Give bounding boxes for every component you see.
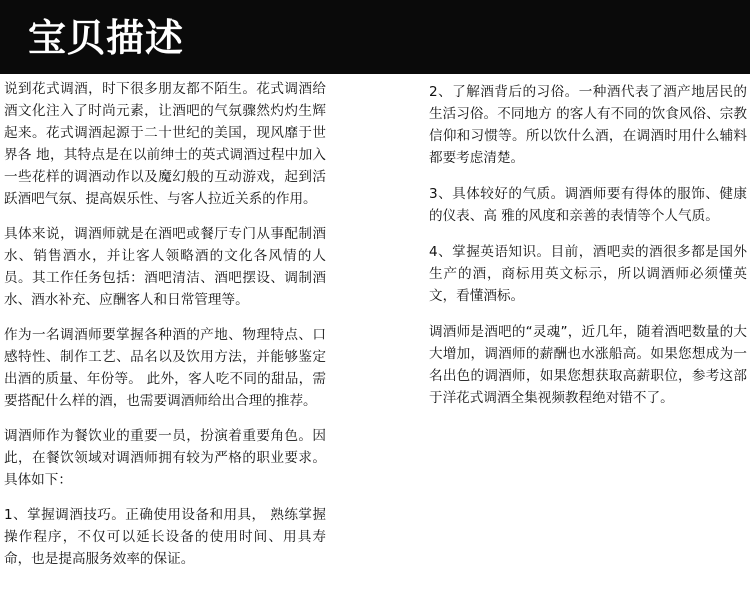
paragraph: 说到花式调酒，时下很多朋友都不陌生。花式调酒给酒文化注入了时尚元素，让酒吧的气氛骤然灼灼生辉起来。花式调酒起源于二十世纪的美国，现风靡于世界各 地，其特点是在以前绅士的英式调酒过程中加入一些花样的调酒动作以及魔幻般的互动游戏，起到活跃酒吧气氛、提高娱乐性、与客人拉近关系的作用。	[4, 81, 326, 207]
paragraph: 2、了解酒背后的习俗。一种酒代表了酒产地居民的生活习俗。不同地方 的客人有不同的饮食风俗、宗教信仰和习惯等。所以饮什么酒，在调酒时用什么辅料都要考虑清楚。	[429, 84, 747, 166]
header-banner	[0, 0, 750, 74]
paragraph: 具体来说，调酒师就是在酒吧或餐厅专门从事配制酒水、销售酒水，并让客人领略酒的文化各风情的人员。其工作任务包括：酒吧清洁、酒吧摆设、调制酒水、酒水补充、应酬客人和日常管理等。	[4, 226, 326, 308]
paragraph: 调酒师作为餐饮业的重要一员，扮演着重要角色。因此，在餐饮领域对调酒师拥有较为严格的职业要求。具体如下：	[4, 428, 326, 488]
paragraph: 4、掌握英语知识。目前，酒吧卖的酒很多都是国外生产的酒，商标用英文标示，所以调酒师必须懂英文，看懂酒标。	[429, 244, 747, 304]
left-text-column	[4, 76, 326, 583]
paragraph: 调酒师是酒吧的“灵魂”，近几年，随着酒吧数量的大大增加，调酒师的薪酬也水涨船高。如果您想成为一名出色的调酒师，如果您想获取高薪职位，参考这部于洋花式调酒全集视频教程绝对错不了。	[429, 324, 747, 406]
page-title: 宝贝描述	[28, 16, 185, 60]
right-text-column	[429, 76, 747, 423]
paragraph: 作为一名调酒师要掌握各种酒的产地、物理特点、口感特性、制作工艺、品名以及饮用方法，并能够鉴定出酒的质量、年份等。 此外，客人吃不同的甜品，需要搭配什么样的酒，也需要调酒师给出合理的推荐。	[4, 327, 326, 409]
paragraph: 3、具体较好的气质。调酒师要有得体的服饰、健康的仪表、高 雅的风度和亲善的表情等个人气质。	[429, 186, 747, 224]
paragraph: 1、掌握调酒技巧。正确使用设备和用具， 熟练掌握操作程序，不仅可以延长设备的使用时间、用具寿命，也是提高服务效率的保证。	[4, 507, 326, 567]
